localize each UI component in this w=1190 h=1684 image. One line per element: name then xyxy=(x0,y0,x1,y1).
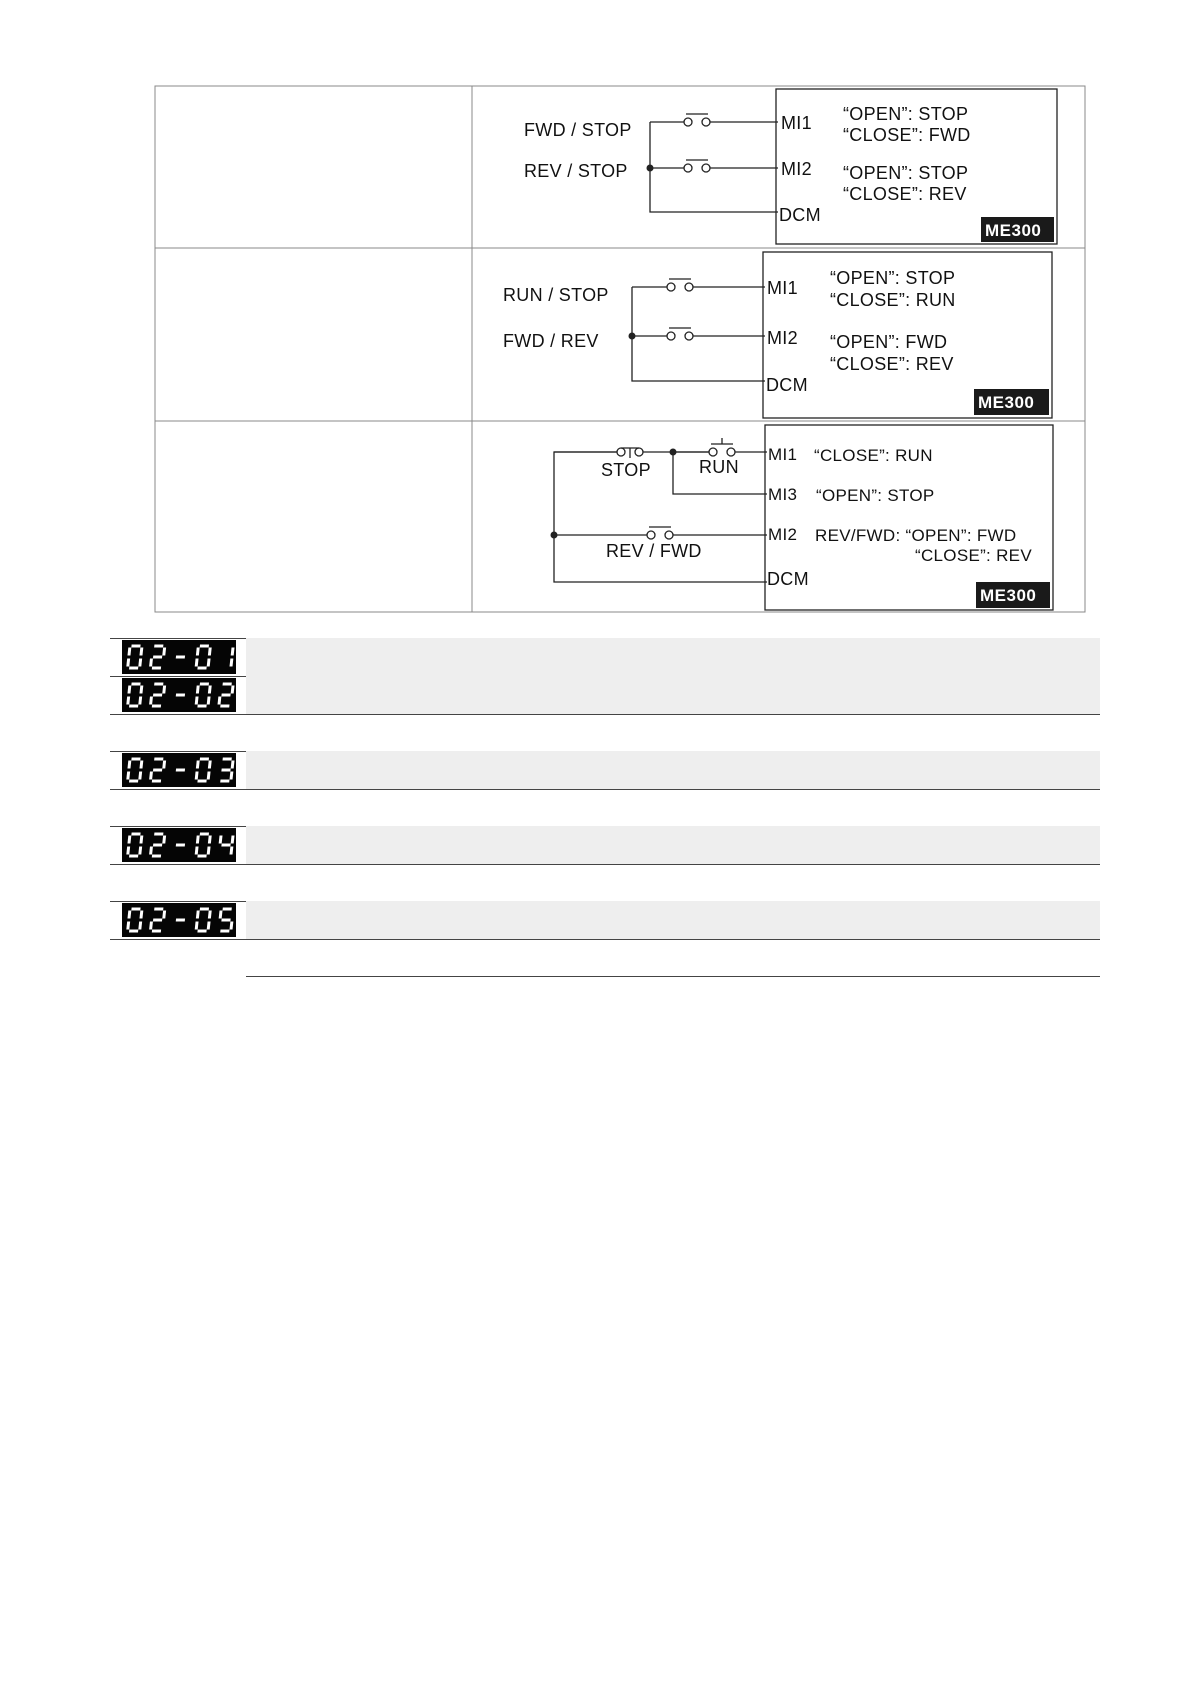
lcd-segment xyxy=(207,772,211,780)
lcd-segment xyxy=(196,911,200,919)
lcd-segment xyxy=(208,686,212,694)
terminal-mi2: MI2 xyxy=(767,328,798,348)
lcd-segment xyxy=(220,705,229,708)
param-row-02-04 xyxy=(110,826,1100,864)
lcd-digit xyxy=(195,833,212,858)
diagram-3 xyxy=(551,425,1054,610)
lcd-segment xyxy=(149,772,153,780)
lcd-segment xyxy=(208,761,212,769)
diagram-2-label-run-stop: RUN / STOP xyxy=(503,285,609,305)
lcd-param-code xyxy=(122,753,236,787)
lcd-segment xyxy=(149,922,153,930)
lcd-digits xyxy=(122,828,236,862)
lcd-segment xyxy=(127,836,131,844)
lcd-segment xyxy=(152,855,161,858)
lcd-digit xyxy=(220,758,234,783)
lcd-param-code xyxy=(122,903,236,937)
lcd-digit xyxy=(176,694,185,697)
lcd-segment xyxy=(139,911,143,919)
lcd-segment xyxy=(221,769,230,772)
lcd-segment xyxy=(129,780,138,783)
lcd-segment xyxy=(127,648,131,656)
terminal-mi1: MI1 xyxy=(768,445,798,464)
param-row-02-03 xyxy=(110,751,1100,789)
lcd-segment xyxy=(196,836,200,844)
lcd-segment xyxy=(220,930,229,933)
note-open-stop: “OPEN”: STOP xyxy=(830,268,956,288)
switch-label-run: RUN xyxy=(699,457,739,477)
lcd-segment xyxy=(138,772,142,780)
terminal-mi1: MI1 xyxy=(767,278,798,298)
note-close-rev: “CLOSE”: REV xyxy=(915,546,1032,565)
terminal-mi2: MI2 xyxy=(781,159,812,179)
lcd-segment xyxy=(207,847,211,855)
note-close-fwd: “CLOSE”: FWD xyxy=(843,125,971,145)
lcd-segment xyxy=(126,847,130,855)
lcd-segment xyxy=(139,686,143,694)
lcd-segment xyxy=(131,645,140,648)
lcd-segment xyxy=(152,667,161,670)
lcd-segment xyxy=(207,922,211,930)
lcd-segment xyxy=(200,645,209,648)
lcd-segment xyxy=(200,908,209,911)
lcd-digits xyxy=(122,753,236,787)
lcd-segment xyxy=(138,697,142,705)
lcd-segment xyxy=(126,772,130,780)
lcd-digit xyxy=(149,645,166,670)
lcd-segment xyxy=(196,686,200,694)
diagram-2 xyxy=(503,252,1052,418)
lcd-segment xyxy=(162,686,166,694)
model-tag: ME300 xyxy=(980,586,1037,605)
lcd-segment xyxy=(162,836,166,844)
lcd-digits xyxy=(122,678,236,712)
lcd-segment xyxy=(138,659,142,667)
lcd-segment xyxy=(139,761,143,769)
switch-label-rev-fwd: REV / FWD xyxy=(606,541,702,561)
lcd-segment xyxy=(153,919,162,922)
lcd-segment xyxy=(195,659,199,667)
lcd-segment xyxy=(195,772,199,780)
param-row-02-02 xyxy=(110,676,1100,714)
lcd-segment xyxy=(131,683,140,686)
lcd-segment xyxy=(223,758,232,761)
terminal-dcm: DCM xyxy=(779,205,821,225)
lcd-segment xyxy=(196,761,200,769)
lcd-segment xyxy=(127,761,131,769)
lcd-segment xyxy=(197,780,206,783)
lcd-param-code xyxy=(122,678,236,712)
terminal-mi1: MI1 xyxy=(781,113,812,133)
lcd-segment xyxy=(131,833,140,836)
lcd-digit xyxy=(126,645,143,670)
lcd-segment xyxy=(126,659,130,667)
lcd-segment xyxy=(230,772,234,780)
lcd-segment xyxy=(231,648,235,656)
lcd-param-code xyxy=(122,828,236,862)
lcd-segment xyxy=(138,847,142,855)
lcd-segment xyxy=(223,908,232,911)
lcd-digit xyxy=(219,908,234,933)
lcd-segment xyxy=(153,769,162,772)
param-description-bar xyxy=(246,901,1100,939)
row-divider xyxy=(110,939,1100,940)
note-rev-fwd-open-fwd: REV/FWD: “OPEN”: FWD xyxy=(815,526,1017,545)
lcd-digit xyxy=(219,836,235,855)
lcd-segment xyxy=(176,919,185,922)
lcd-segment xyxy=(195,847,199,855)
note-close-run: “CLOSE”: RUN xyxy=(830,290,956,310)
lcd-segment xyxy=(219,836,223,844)
param-description-bar xyxy=(246,676,1100,714)
lcd-segment xyxy=(176,769,185,772)
lcd-segment xyxy=(139,836,143,844)
lcd-digit xyxy=(176,919,185,922)
lcd-segment xyxy=(197,930,206,933)
lcd-segment xyxy=(195,922,199,930)
lcd-digit xyxy=(176,769,185,772)
switch-label-stop: STOP xyxy=(601,460,651,480)
lcd-digit xyxy=(126,833,143,858)
note-open-fwd: “OPEN”: FWD xyxy=(830,332,948,352)
lcd-segment xyxy=(200,683,209,686)
wiring-diagram-table xyxy=(0,0,1190,640)
lcd-digit xyxy=(176,656,185,659)
param-description-bar xyxy=(246,751,1100,789)
lcd-segment xyxy=(127,911,131,919)
lcd-segment xyxy=(152,780,161,783)
lcd-digit xyxy=(195,645,212,670)
model-tag: ME300 xyxy=(985,221,1042,240)
note-close-rev: “CLOSE”: REV xyxy=(843,184,967,204)
lcd-segment xyxy=(207,697,211,705)
row-divider xyxy=(246,976,1100,977)
terminal-mi3: MI3 xyxy=(768,485,798,504)
lcd-segment xyxy=(162,761,166,769)
lcd-segment xyxy=(219,911,223,919)
lcd-segment xyxy=(126,922,130,930)
lcd-segment xyxy=(230,847,234,855)
lcd-segment xyxy=(221,844,230,847)
lcd-segment xyxy=(129,930,138,933)
lcd-digit xyxy=(195,758,212,783)
row-divider xyxy=(110,714,1100,715)
lcd-digit xyxy=(230,648,235,667)
param-row-02-05 xyxy=(110,901,1100,939)
lcd-segment xyxy=(139,648,143,656)
lcd-segment xyxy=(138,922,142,930)
lcd-segment xyxy=(231,836,235,844)
lcd-segment xyxy=(196,648,200,656)
lcd-digit xyxy=(195,683,212,708)
lcd-digit xyxy=(149,833,166,858)
lcd-segment xyxy=(126,697,130,705)
lcd-segment xyxy=(231,761,235,769)
diagram-1-label-rev-stop: REV / STOP xyxy=(524,161,628,181)
lcd-segment xyxy=(176,844,185,847)
lcd-segment xyxy=(154,758,163,761)
lcd-segment xyxy=(200,758,209,761)
terminal-dcm: DCM xyxy=(767,569,809,589)
terminal-dcm: DCM xyxy=(766,375,808,395)
lcd-segment xyxy=(162,648,166,656)
note-open-stop: “OPEN”: STOP xyxy=(843,104,969,124)
lcd-segment xyxy=(131,908,140,911)
lcd-segment xyxy=(153,656,162,659)
lcd-segment xyxy=(154,833,163,836)
lcd-segment xyxy=(153,694,162,697)
note-open-stop: “OPEN”: STOP xyxy=(816,486,935,505)
lcd-segment xyxy=(197,855,206,858)
lcd-segment xyxy=(220,780,229,783)
lcd-digit xyxy=(149,758,166,783)
lcd-digits xyxy=(122,903,236,937)
lcd-segment xyxy=(154,683,163,686)
lcd-segment xyxy=(230,659,234,667)
lcd-digit xyxy=(149,908,166,933)
lcd-digit xyxy=(149,683,166,708)
lcd-segment xyxy=(162,911,166,919)
param-description-bar xyxy=(246,826,1100,864)
lcd-segment xyxy=(208,911,212,919)
diagram-1 xyxy=(524,89,1057,244)
lcd-segment xyxy=(129,667,138,670)
lcd-segment xyxy=(176,656,185,659)
lcd-digit xyxy=(126,908,143,933)
lcd-segment xyxy=(149,847,153,855)
lcd-segment xyxy=(131,758,140,761)
lcd-segment xyxy=(149,659,153,667)
lcd-segment xyxy=(129,855,138,858)
lcd-segment xyxy=(223,683,232,686)
lcd-segment xyxy=(200,833,209,836)
lcd-segment xyxy=(197,667,206,670)
lcd-segment xyxy=(208,836,212,844)
diagram-1-label-fwd-stop: FWD / STOP xyxy=(524,120,632,140)
lcd-segment xyxy=(127,686,131,694)
lcd-segment xyxy=(153,844,162,847)
lcd-segment xyxy=(197,705,206,708)
lcd-segment xyxy=(154,645,163,648)
lcd-digit xyxy=(195,908,212,933)
terminal-mi2: MI2 xyxy=(768,525,798,544)
lcd-segment xyxy=(152,705,161,708)
lcd-segment xyxy=(207,659,211,667)
note-close-run: “CLOSE”: RUN xyxy=(814,446,933,465)
lcd-digit xyxy=(176,844,185,847)
lcd-digit xyxy=(126,683,143,708)
diagram-2-label-fwd-rev: FWD / REV xyxy=(503,331,599,351)
note-close-rev: “CLOSE”: REV xyxy=(830,354,954,374)
lcd-segment xyxy=(218,697,222,705)
param-description-bar xyxy=(246,638,1100,676)
lcd-segment xyxy=(221,919,230,922)
model-tag: ME300 xyxy=(978,393,1035,412)
lcd-segment xyxy=(208,648,212,656)
lcd-segment xyxy=(231,686,235,694)
lcd-segment xyxy=(195,697,199,705)
row-divider xyxy=(110,789,1100,790)
lcd-segment xyxy=(152,930,161,933)
param-row-02-01 xyxy=(110,638,1100,676)
lcd-digits xyxy=(122,640,236,674)
lcd-digit xyxy=(218,683,235,708)
lcd-segment xyxy=(230,922,234,930)
lcd-param-code xyxy=(122,640,236,674)
lcd-digit xyxy=(126,758,143,783)
lcd-segment xyxy=(129,705,138,708)
row-divider xyxy=(110,864,1100,865)
lcd-segment xyxy=(176,694,185,697)
lcd-segment xyxy=(221,694,230,697)
lcd-segment xyxy=(149,697,153,705)
lcd-segment xyxy=(154,908,163,911)
note-open-stop: “OPEN”: STOP xyxy=(843,163,969,183)
